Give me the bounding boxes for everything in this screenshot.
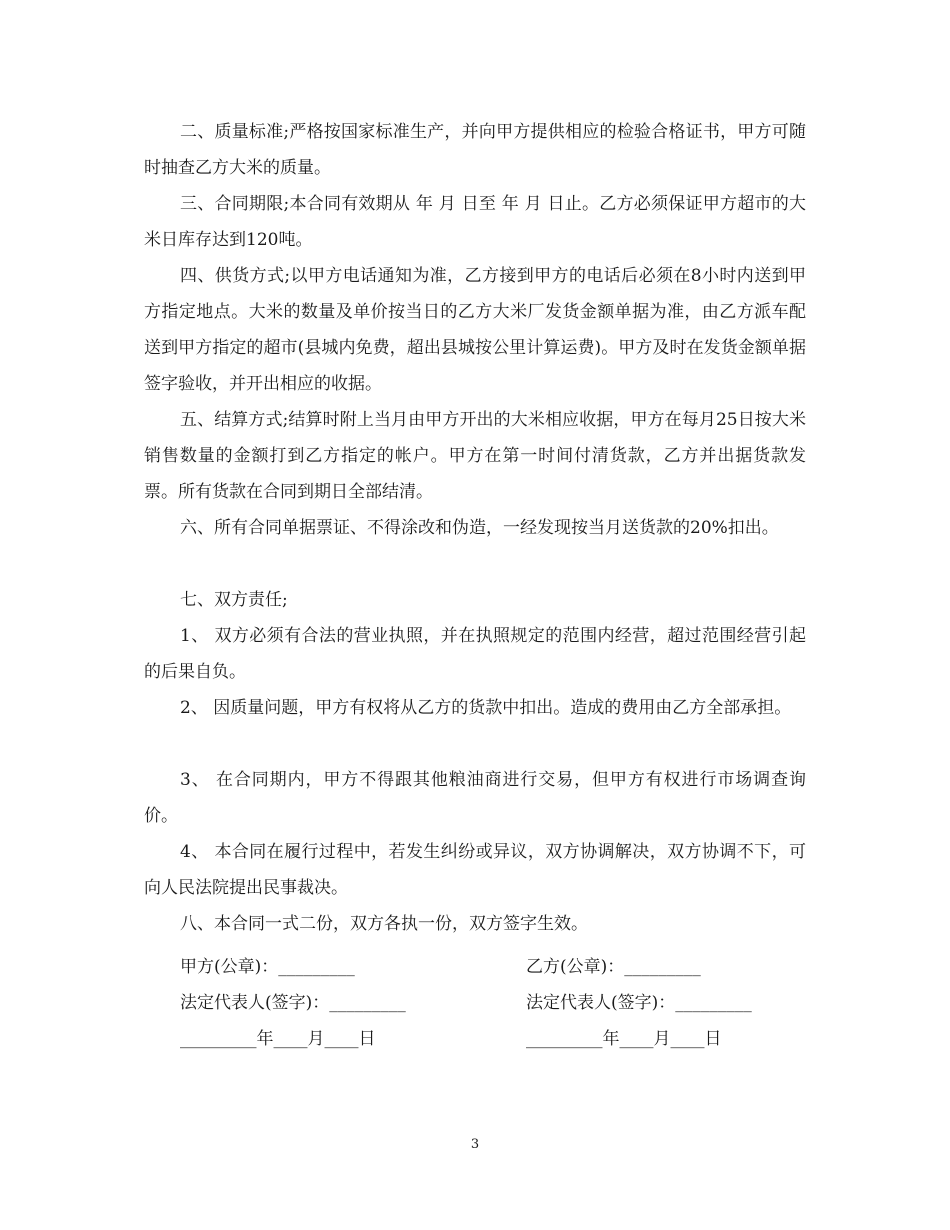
page-number: 3 [470, 1137, 480, 1152]
clause-responsibilities-heading: 七、双方责任; [180, 590, 288, 610]
responsibility-item-1: 1、 双方必须有合法的营业执照，并在执照规定的范围内经营，超过范围经营引起的后果自负。 [144, 626, 806, 682]
responsibility-item-2: 2、 因质量问题，甲方有权将从乙方的货款中扣出。造成的费用由乙方全部承担。 [180, 698, 792, 718]
party-a-representative-line: 法定代表人(签字)：_________ [180, 993, 406, 1013]
party-a-date-line: _________年____月____日 [180, 1029, 376, 1049]
responsibility-item-3: 3、 在合同期内，甲方不得跟其他粮油商进行交易，但甲方有权进行市场调查询价。 [144, 770, 806, 826]
party-a-seal-line: 甲方(公章)：_________ [180, 957, 355, 977]
party-b-representative-line: 法定代表人(签字)：_________ [526, 993, 752, 1013]
clause-supply-method: 四、供货方式;以甲方电话通知为准，乙方接到甲方的电话后必须在8小时内送到甲方指定地点。大米的数量及单价按当日的乙方大米厂发货金额单据为准，由乙方派车配送到甲方指定的超市(县城内免费，超出县城按公里计算运费)。甲方及时在发货金额单据签字验收，并开出相应的收据。 [144, 266, 806, 394]
party-b-date-line: _________年____月____日 [526, 1029, 722, 1049]
clause-settlement: 五、结算方式;结算时附上当月由甲方开出的大米相应收据，甲方在每月25日按大米销售数量的金额打到乙方指定的帐户。甲方在第一时间付清货款，乙方并出据货款发票。所有货款在合同到期日全部结清。 [144, 410, 806, 502]
party-b-seal-line: 乙方(公章)：_________ [526, 957, 701, 977]
clause-documents: 六、所有合同单据票证、不得涂改和伪造，一经发现按当月送货款的20%扣出。 [180, 518, 779, 538]
clause-contract-term: 三、合同期限;本合同有效期从 年 月 日至 年 月 日止。乙方必须保证甲方超市的大米日库存达到120吨。 [144, 194, 806, 250]
clause-quality-standard: 二、质量标准;严格按国家标准生产，并向甲方提供相应的检验合格证书，甲方可随时抽查乙方大米的质量。 [144, 122, 806, 178]
clause-copies: 八、本合同一式二份，双方各执一份，双方签字生效。 [180, 914, 588, 934]
responsibility-item-4: 4、 本合同在履行过程中，若发生纠纷或异议，双方协调解决，双方协调不下，可向人民法院提出民事裁决。 [144, 842, 806, 898]
